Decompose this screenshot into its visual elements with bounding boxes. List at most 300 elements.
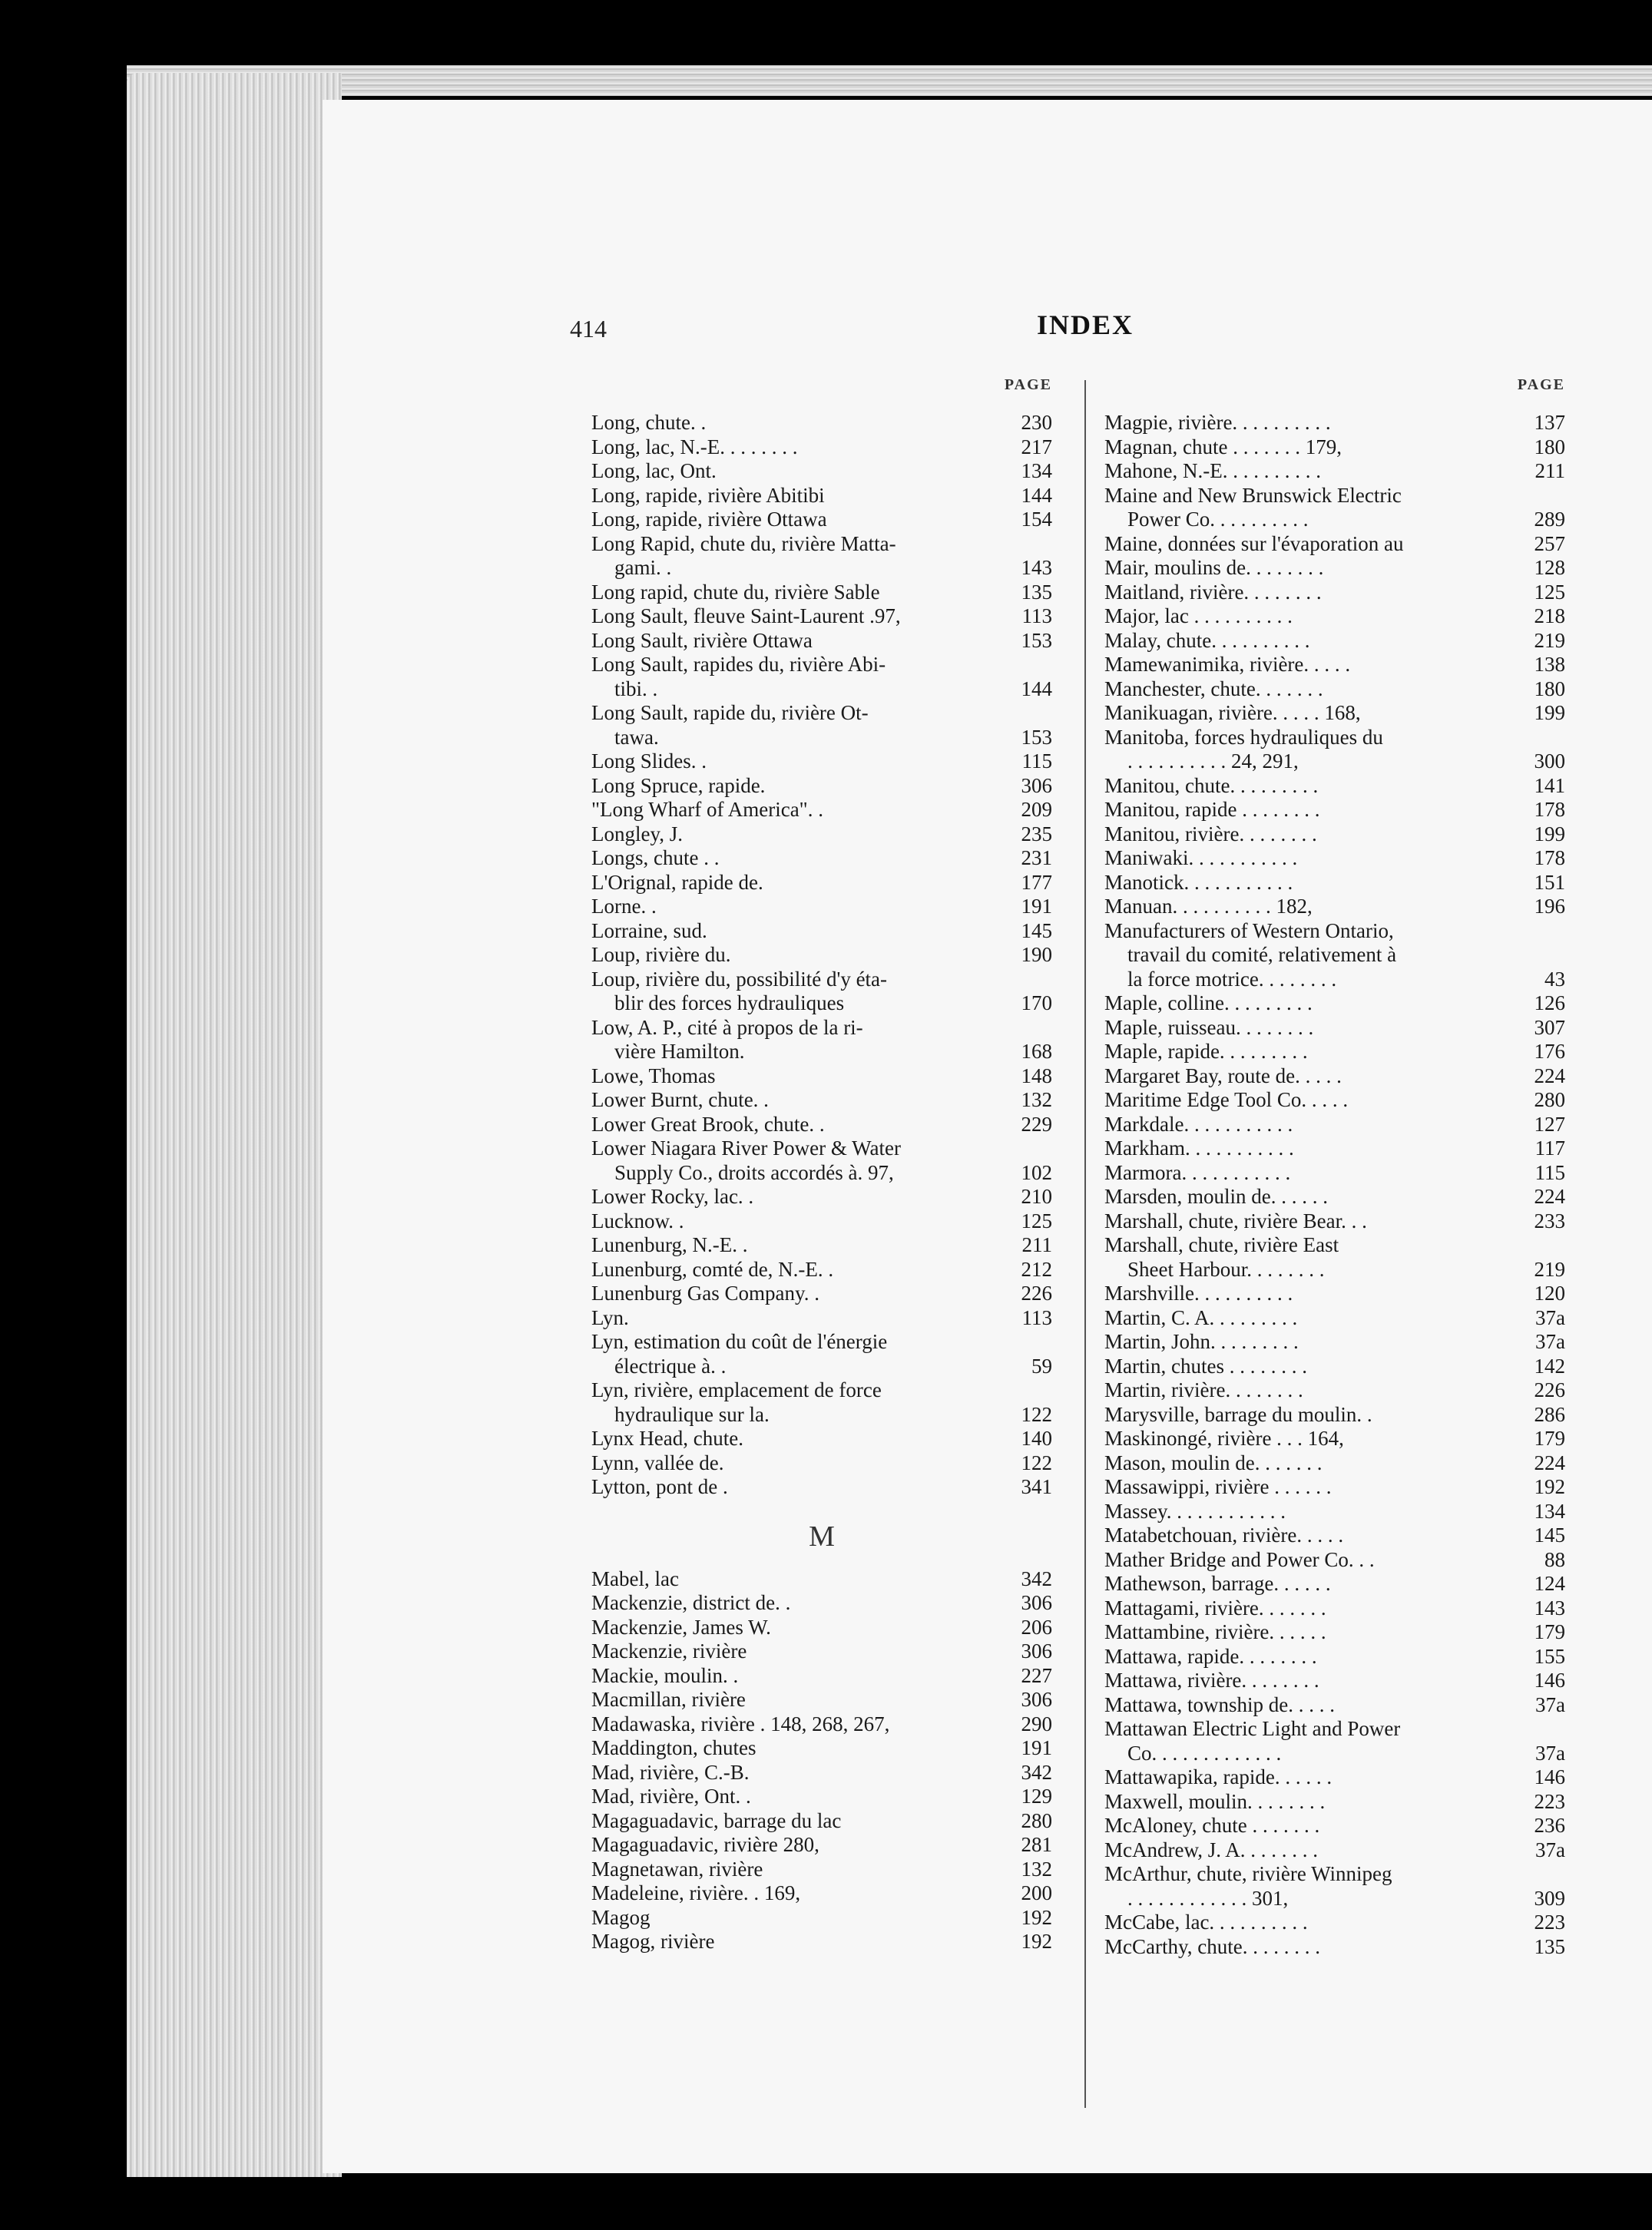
index-entry (591, 1591, 1052, 1616)
index-entry (1104, 1016, 1565, 1041)
index-entry (591, 1113, 1052, 1137)
index-page-ref: 235 (1021, 822, 1052, 845)
index-entry (1104, 1548, 1565, 1573)
index-entry (591, 1258, 1052, 1282)
index-entry (1104, 1500, 1565, 1524)
index-entry (591, 991, 1052, 1016)
index-term: Long Sault, fleuve Saint-Laurent .97, (591, 604, 901, 627)
index-term: Madeleine, rivière. . 169, (591, 1881, 801, 1904)
index-term: Massawippi, rivière . . . . . . (1104, 1475, 1332, 1498)
index-term: Mattawan Electric Light and Power (1104, 1717, 1401, 1740)
index-entry (591, 677, 1052, 702)
index-page-ref: 138 (1534, 653, 1565, 676)
index-term: Lunenburg Gas Company. . (591, 1282, 819, 1305)
index-entry (591, 435, 1052, 460)
index-term: Malay, chute. . . . . . . . . . (1104, 628, 1310, 652)
index-term: Long Sault, rapides du, rivière Abi- (591, 653, 886, 676)
index-entry (1104, 968, 1565, 992)
index-entry (1104, 1475, 1565, 1500)
index-page-ref: 129 (1021, 1785, 1052, 1808)
index-term: Magaguadavic, rivière 280, (591, 1833, 819, 1856)
index-entry (1104, 1403, 1565, 1428)
index-page-ref: 142 (1534, 1354, 1565, 1378)
index-entry (1104, 653, 1565, 677)
index-term: Maine and New Brunswick Electric (1104, 483, 1402, 507)
index-term: Mathewson, barrage. . . . . . (1104, 1572, 1331, 1595)
index-page-ref: 132 (1021, 1857, 1052, 1881)
index-page-ref: 231 (1021, 846, 1052, 869)
index-entry (591, 508, 1052, 532)
index-page-ref: 224 (1534, 1185, 1565, 1208)
index-term: McAloney, chute . . . . . . . (1104, 1814, 1320, 1837)
index-term: . . . . . . . . . . 24, 291, (1127, 749, 1299, 773)
index-page-ref: 306 (1021, 1688, 1052, 1711)
index-entry (591, 1016, 1052, 1041)
index-page-ref: 178 (1534, 798, 1565, 821)
index-page-ref: 341 (1021, 1475, 1052, 1498)
index-entry (591, 1403, 1052, 1428)
index-entry (1104, 604, 1565, 629)
index-entry (1104, 774, 1565, 799)
index-term: Mattambine, rivière. . . . . . (1104, 1620, 1326, 1643)
index-entry (1104, 508, 1565, 532)
index-entry (1104, 798, 1565, 822)
index-entry (1104, 1693, 1565, 1718)
index-term: Mahone, N.-E. . . . . . . . . . (1104, 459, 1321, 482)
index-entry (1104, 1645, 1565, 1669)
index-page-ref: 43 (1544, 967, 1565, 991)
index-term: Lytton, pont de . (591, 1475, 728, 1498)
index-term: "Long Wharf of America". . (591, 798, 823, 821)
index-term: Marysville, barrage du moulin. . (1104, 1402, 1372, 1426)
index-term: Madawaska, rivière . 148, 268, 267, (591, 1712, 890, 1735)
index-entry (1104, 677, 1565, 702)
index-term: Mattawa, rapide. . . . . . . . (1104, 1644, 1317, 1668)
index-page-ref: 257 (1534, 531, 1565, 555)
index-term: Lynx Head, chute. (591, 1427, 743, 1450)
index-term: Lynn, vallée de. (591, 1451, 724, 1474)
index-page-ref: 145 (1534, 1524, 1565, 1547)
index-page-ref: 306 (1021, 1591, 1052, 1614)
index-page-ref: 286 (1534, 1402, 1565, 1426)
index-entry (1104, 556, 1565, 581)
index-page-ref: 200 (1021, 1881, 1052, 1904)
index-page-ref: 122 (1021, 1451, 1052, 1474)
index-page-ref: 134 (1021, 459, 1052, 482)
index-entry (591, 1736, 1052, 1761)
index-page-ref: 342 (1021, 1760, 1052, 1784)
index-entry (591, 653, 1052, 677)
index-page-ref: 211 (1534, 459, 1565, 482)
index-term: McArthur, chute, rivière Winnipeg (1104, 1862, 1392, 1885)
index-page-ref: 199 (1534, 822, 1565, 845)
index-term: Long, rapide, rivière Abitibi (591, 483, 825, 507)
index-entry (1104, 1209, 1565, 1234)
index-page-ref: 144 (1021, 483, 1052, 507)
index-term: électrique à. . (614, 1354, 727, 1378)
index-term: Manitoba, forces hydrauliques du (1104, 725, 1383, 749)
index-term: Martin, John. . . . . . . . . (1104, 1330, 1299, 1353)
index-entry (591, 1906, 1052, 1931)
index-entry (1104, 1911, 1565, 1935)
index-term: Lowe, Thomas (591, 1064, 716, 1087)
index-entry (591, 1785, 1052, 1809)
index-entry (1104, 919, 1565, 944)
index-page-ref: 300 (1534, 749, 1565, 773)
index-page-ref: 209 (1021, 798, 1052, 821)
index-page-ref: 170 (1021, 991, 1052, 1014)
index-page-ref: 309 (1534, 1886, 1565, 1910)
index-entry (591, 919, 1052, 944)
index-term: Mattagami, rivière. . . . . . . (1104, 1596, 1326, 1620)
index-entry (591, 1282, 1052, 1306)
index-entry (1104, 1717, 1565, 1742)
page-header (323, 309, 1652, 361)
index-entry (1104, 1596, 1565, 1621)
index-page-ref: 140 (1021, 1427, 1052, 1450)
index-page-ref: 144 (1021, 677, 1052, 700)
index-page-ref: 102 (1021, 1160, 1052, 1184)
index-entry (591, 1688, 1052, 1712)
index-entry (591, 1761, 1052, 1785)
index-page-ref: 179 (1534, 1620, 1565, 1643)
left-entry-list (591, 411, 1052, 1500)
index-term: Sheet Harbour. . . . . . . . (1127, 1257, 1325, 1281)
index-term: hydraulique sur la. (614, 1402, 770, 1426)
index-page-ref: 120 (1534, 1282, 1565, 1305)
index-page-ref: 37a (1535, 1330, 1565, 1353)
index-page-ref: 223 (1534, 1911, 1565, 1934)
index-entry (1104, 435, 1565, 460)
index-page-ref: 306 (1021, 1639, 1052, 1663)
index-page-ref: 124 (1534, 1572, 1565, 1595)
index-entry (591, 1475, 1052, 1500)
index-term: Manuan. . . . . . . . . . 182, (1104, 895, 1313, 918)
index-term: Supply Co., droits accordés à. 97, (614, 1160, 894, 1184)
index-term: L'Orignal, rapide de. (591, 870, 763, 894)
index-entry (591, 1451, 1052, 1476)
index-page-ref: 125 (1534, 580, 1565, 604)
index-entry (1104, 895, 1565, 919)
index-term: Mackie, moulin. . (591, 1663, 739, 1687)
index-page-ref: 306 (1021, 773, 1052, 797)
index-entry (1104, 1765, 1565, 1790)
index-term: Long Rapid, chute du, rivière Matta- (591, 531, 896, 555)
index-page-ref: 122 (1021, 1402, 1052, 1426)
index-entry (591, 1088, 1052, 1113)
index-term: Martin, C. A. . . . . . . . . (1104, 1305, 1298, 1329)
index-entry (591, 822, 1052, 847)
index-page-ref: 236 (1534, 1814, 1565, 1837)
index-term: Macmillan, rivière (591, 1688, 746, 1711)
index-term: travail du comité, relativement à (1127, 943, 1397, 966)
index-page-ref: 154 (1021, 508, 1052, 531)
index-term: Magpie, rivière. . . . . . . . . . (1104, 411, 1331, 434)
index-entry (591, 701, 1052, 726)
index-term: Margaret Bay, route de. . . . . (1104, 1064, 1342, 1087)
index-page-ref: 218 (1534, 604, 1565, 627)
index-term: Lorne. . (591, 895, 657, 918)
running-title: INDEX (1037, 309, 1134, 340)
index-entry (1104, 1378, 1565, 1403)
index-page-ref: 115 (1021, 749, 1052, 773)
index-page-ref: 227 (1021, 1663, 1052, 1687)
index-page-ref: 155 (1534, 1644, 1565, 1668)
index-term: Mamewanimika, rivière. . . . . (1104, 653, 1351, 676)
index-term: Mad, rivière, Ont. . (591, 1785, 751, 1808)
index-page-ref: 132 (1021, 1088, 1052, 1111)
index-page-ref: 143 (1534, 1596, 1565, 1620)
index-page-ref: 128 (1534, 556, 1565, 579)
index-entry (1104, 943, 1565, 968)
index-page-ref: 280 (1534, 1088, 1565, 1111)
index-entry (1104, 459, 1565, 484)
index-entry (1104, 1233, 1565, 1258)
index-entry (591, 1712, 1052, 1737)
index-term: Mattawa, rivière. . . . . . . . (1104, 1669, 1319, 1692)
index-entry (591, 871, 1052, 895)
index-page-ref: 143 (1021, 556, 1052, 579)
index-entry (591, 484, 1052, 508)
index-term: Long rapid, chute du, rivière Sable (591, 580, 880, 604)
section-letter-m: M (809, 1520, 835, 1553)
index-page-ref: 191 (1021, 1736, 1052, 1759)
index-entry (591, 1355, 1052, 1379)
index-page-ref: 224 (1534, 1451, 1565, 1474)
index-entry (1104, 846, 1565, 871)
index-page-ref: 192 (1021, 1930, 1052, 1953)
index-entry (1104, 1524, 1565, 1548)
index-page-ref: 125 (1021, 1209, 1052, 1232)
index-page-ref: 223 (1534, 1789, 1565, 1813)
index-term: Long, chute. . (591, 411, 707, 434)
index-term: tawa. (614, 725, 659, 749)
index-term: Lunenburg, comté de, N.-E. . (591, 1257, 834, 1281)
page-column-label-right: PAGE (1517, 376, 1565, 393)
index-page-ref: 148 (1021, 1064, 1052, 1087)
index-entry (1104, 1258, 1565, 1282)
index-entry (591, 1330, 1052, 1355)
index-term: Marshall, chute, rivière East (1104, 1233, 1339, 1256)
index-page-ref: 177 (1021, 870, 1052, 894)
index-page-ref: 230 (1021, 411, 1052, 434)
index-term: Maitland, rivière. . . . . . . . (1104, 580, 1322, 604)
index-page-ref: 141 (1534, 773, 1565, 797)
index-page-ref: 115 (1534, 1160, 1565, 1184)
index-entry (1104, 1669, 1565, 1693)
index-entry (591, 1161, 1052, 1186)
index-page-ref: 135 (1021, 580, 1052, 604)
index-entry (591, 1427, 1052, 1451)
page-column-label-left: PAGE (1004, 376, 1052, 393)
index-entry (591, 1639, 1052, 1664)
index-term: Martin, chutes . . . . . . . . (1104, 1354, 1307, 1378)
index-entry (591, 726, 1052, 750)
index-entry (591, 411, 1052, 435)
index-entry (1104, 1427, 1565, 1451)
index-page-ref: 117 (1534, 1137, 1565, 1160)
index-page-ref: 192 (1021, 1905, 1052, 1929)
index-page-ref: 180 (1534, 435, 1565, 458)
index-page-ref: 290 (1021, 1712, 1052, 1735)
index-entry (591, 774, 1052, 799)
index-page (323, 100, 1652, 2173)
index-term: Mattawa, township de. . . . . (1104, 1692, 1335, 1716)
index-term: Maine, données sur l'évaporation au (1104, 531, 1404, 555)
index-term: Markham. . . . . . . . . . . (1104, 1137, 1294, 1160)
index-entry (1104, 1862, 1565, 1887)
index-term: Lower Great Brook, chute. . (591, 1112, 825, 1136)
index-term: Lunenburg, N.-E. . (591, 1233, 748, 1256)
index-term: Long Sault, rapide du, rivière Ot- (591, 701, 869, 724)
index-page-ref: 190 (1021, 943, 1052, 966)
column-divider (1084, 380, 1086, 2108)
index-entry (591, 532, 1052, 557)
index-entry (591, 1064, 1052, 1089)
index-page-ref: 192 (1534, 1475, 1565, 1498)
index-page-ref: 226 (1021, 1282, 1052, 1305)
index-term: Magog, rivière (591, 1930, 715, 1953)
index-term: Magnan, chute . . . . . . . 179, (1104, 435, 1342, 458)
index-page-ref: 113 (1021, 1305, 1052, 1329)
index-term: Lower Niagara River Power & Water (591, 1137, 901, 1160)
index-entry (591, 1858, 1052, 1882)
index-entry (1104, 1887, 1565, 1911)
index-entry (1104, 749, 1565, 774)
index-entry (1104, 1572, 1565, 1596)
index-entry (591, 1809, 1052, 1834)
index-page-ref: 59 (1031, 1354, 1052, 1378)
index-entry (1104, 581, 1565, 605)
index-entry (1104, 1161, 1565, 1186)
index-term: Magog (591, 1905, 651, 1929)
index-term: Mair, moulins de. . . . . . . . (1104, 556, 1324, 579)
index-term: Long, lac, N.-E. . . . . . . . (591, 435, 798, 458)
index-entry (1104, 701, 1565, 726)
index-entry (591, 846, 1052, 871)
index-term: Maritime Edge Tool Co. . . . . (1104, 1088, 1349, 1111)
index-entry (1104, 484, 1565, 508)
index-term: McAndrew, J. A. . . . . . . . (1104, 1838, 1318, 1861)
index-page-ref: 151 (1534, 870, 1565, 894)
index-entry (591, 943, 1052, 968)
index-page-ref: 135 (1534, 1934, 1565, 1958)
index-entry (1104, 1742, 1565, 1766)
index-page-ref: 226 (1534, 1378, 1565, 1401)
index-term: Mackenzie, James W. (591, 1615, 771, 1639)
index-page-ref: 168 (1021, 1040, 1052, 1063)
index-term: Low, A. P., cité à propos de la ri- (591, 1015, 863, 1039)
index-page-ref: 37a (1535, 1692, 1565, 1716)
index-entry (1104, 1814, 1565, 1838)
index-page-ref: 146 (1534, 1669, 1565, 1692)
index-page-ref: 146 (1534, 1765, 1565, 1788)
index-entry (1104, 1838, 1565, 1863)
index-term: . . . . . . . . . . . . 301, (1127, 1886, 1289, 1910)
index-entry (1104, 822, 1565, 847)
index-page-ref: 179 (1534, 1427, 1565, 1450)
index-entry (1104, 1064, 1565, 1089)
index-term: Matabetchouan, rivière. . . . . (1104, 1524, 1344, 1547)
index-term: Maxwell, moulin. . . . . . . . (1104, 1789, 1326, 1813)
index-entry (1104, 1306, 1565, 1331)
index-term: Mabel, lac (591, 1567, 679, 1590)
index-entry (1104, 1282, 1565, 1306)
index-page-ref: 176 (1534, 1040, 1565, 1063)
index-page-ref: 233 (1534, 1209, 1565, 1232)
index-term: Loup, rivière du. (591, 943, 731, 966)
index-page-ref: 217 (1021, 435, 1052, 458)
index-term: Maskinongé, rivière . . . 164, (1104, 1427, 1344, 1450)
index-page-ref: 224 (1534, 1064, 1565, 1087)
index-entry (1104, 1113, 1565, 1137)
index-term: Mackenzie, district de. . (591, 1591, 791, 1614)
index-term: Lyn. (591, 1305, 629, 1329)
index-entry (1104, 1137, 1565, 1161)
index-page-ref: 280 (1021, 1808, 1052, 1832)
index-entry (1104, 726, 1565, 750)
index-page-ref: 113 (1021, 604, 1052, 627)
index-entry (591, 629, 1052, 653)
index-term: Longs, chute . . (591, 846, 720, 869)
index-term: Long, lac, Ont. (591, 459, 717, 482)
index-page-ref: 219 (1534, 1257, 1565, 1281)
index-page-ref: 307 (1534, 1015, 1565, 1039)
index-term: Marshall, chute, rivière Bear. . . (1104, 1209, 1367, 1232)
index-page-ref: 206 (1021, 1615, 1052, 1639)
index-entry (591, 1137, 1052, 1161)
index-term: McCabe, lac. . . . . . . . . . (1104, 1911, 1308, 1934)
index-term: Martin, rivière. . . . . . . . (1104, 1378, 1303, 1401)
index-entry (1104, 1355, 1565, 1379)
right-entry-list (1104, 411, 1565, 1959)
index-page-ref: 211 (1021, 1233, 1052, 1256)
index-term: Maple, ruisseau. . . . . . . . (1104, 1015, 1314, 1039)
index-term: Magnetawan, rivière (591, 1857, 763, 1881)
index-entry (591, 1185, 1052, 1209)
index-term: Power Co. . . . . . . . . . (1127, 508, 1309, 531)
index-entry (1104, 532, 1565, 557)
index-term: Mackenzie, rivière (591, 1639, 747, 1663)
index-term: Maddington, chutes (591, 1736, 756, 1759)
index-page-ref: 153 (1021, 725, 1052, 749)
index-term: Manitou, rapide . . . . . . . . (1104, 798, 1320, 821)
index-page-ref: 37a (1535, 1741, 1565, 1765)
index-page-ref: 37a (1535, 1838, 1565, 1861)
index-entry (591, 968, 1052, 992)
book-page-edges (127, 73, 342, 2177)
index-term: Long Sault, rivière Ottawa (591, 628, 813, 652)
index-entry (1104, 1935, 1565, 1960)
index-entry (1104, 1790, 1565, 1815)
index-page-ref: 196 (1534, 895, 1565, 918)
index-term: Maple, rapide. . . . . . . . . (1104, 1040, 1308, 1063)
index-term: Lyn, rivière, emplacement de force (591, 1378, 882, 1401)
index-entry (1104, 871, 1565, 895)
index-entry (591, 1209, 1052, 1234)
index-page-ref: 229 (1021, 1112, 1052, 1136)
index-entry (591, 1881, 1052, 1906)
index-term: Lucknow. . (591, 1209, 684, 1232)
index-entry (591, 1664, 1052, 1689)
index-entry (1104, 411, 1565, 435)
index-term: tibi. . (614, 677, 658, 700)
index-page-ref: 281 (1021, 1833, 1052, 1856)
index-term: Long Spruce, rapide. (591, 773, 766, 797)
index-entry (591, 556, 1052, 581)
index-term: Manufacturers of Western Ontario, (1104, 918, 1394, 942)
index-term: Maniwaki. . . . . . . . . . . (1104, 846, 1298, 869)
